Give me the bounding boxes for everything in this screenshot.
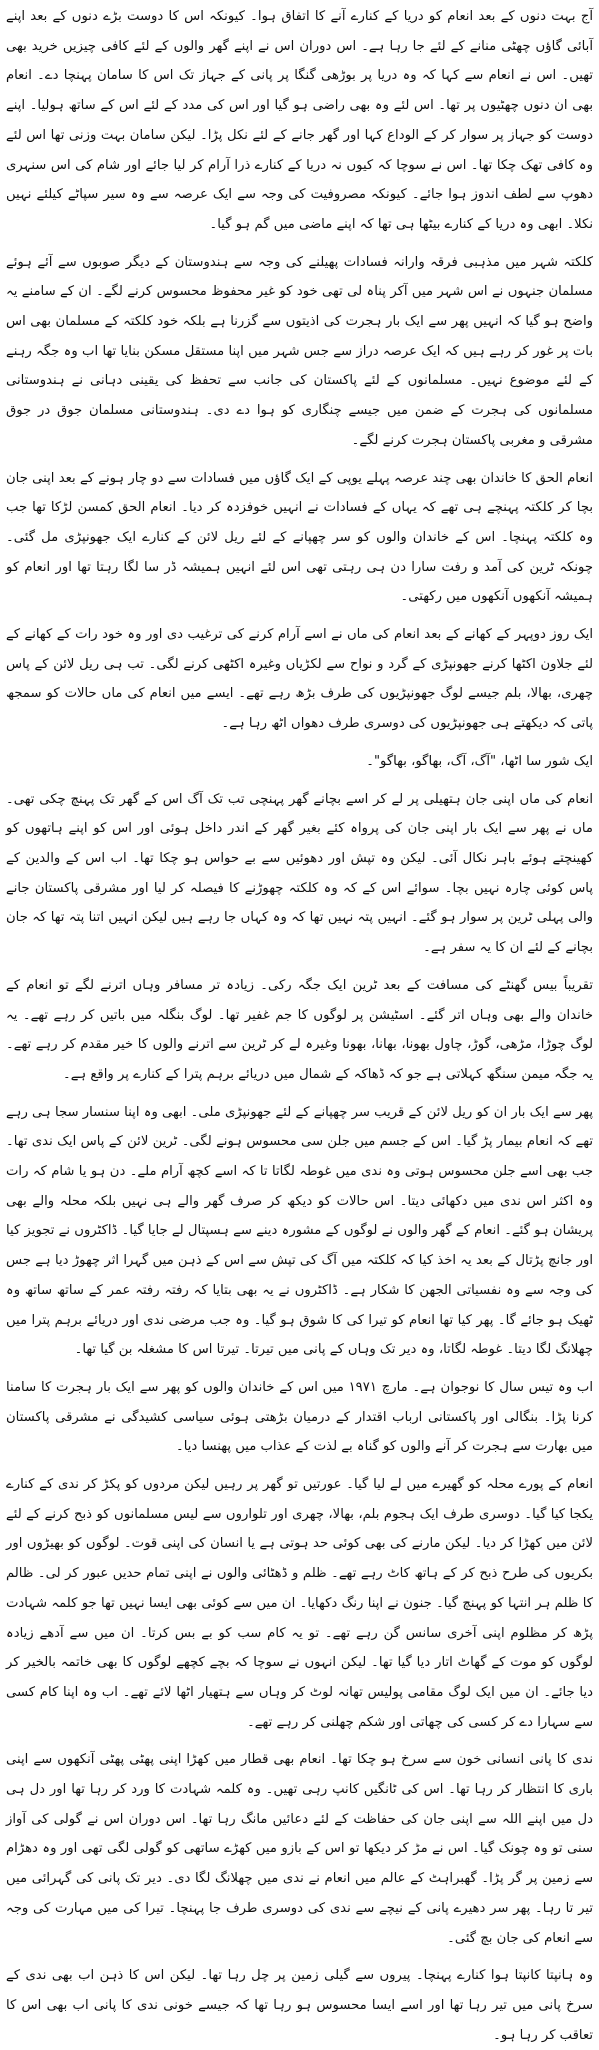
paragraph-2: کلکتہ شہر میں مذہبی فرقہ وارانہ فسادات پھیلنے کی وجہ سے ہندوستان کے دیگر صوبوں سے آئے ہوئے مسلمان جنہوں نے اس شہر میں آکر پناہ لی تھی خود کو غیر محفوظ محسوس کرنے لگے۔ ان کے سامنے یہ واضح ہو گیا کہ انہیں پھر سے ایک بار ہجرت کی اذیتوں سے گزرنا ہے بلکہ خود کلکتہ کے مسلمان بھی اس بات پر غور کر رہے ہیں کہ ایک عرصہ دراز سے جس شہر میں اپنا مستقل مسکن بنایا تھا اب وہ جگہ رہنے کے لئے موضوع نہیں۔ مسلمانوں کے لئے پاکستان کی جانب سے تحفظ کی یقینی دہانی نے ہندوستانی مسلمانوں کی ہجرت کے ضمن میں جیسے چنگاری کو ہوا دے دی۔ ہندوستانی مسلمان جوق در جوق مشرقی و مغربی پاکستان ہجرت کرنے لگے۔ [6, 254, 593, 448]
paragraph-1: آج بہت دنوں کے بعد انعام کو دریا کے کنارے آنے کا اتفاق ہوا۔ کیونکہ اس کا دوست بڑے دنوں کے بعد اپنے آبائی گاؤں چھٹی منانے کے لئے جا رہا ہے۔ اس دوران اس نے اپنے گھر والوں کے لئے کافی چیزیں خرید بھی تھیں۔ اس نے انعام سے کہا کہ وہ دریا پر بوڑھی گنگا پر پانی کے جہاز تک اس کا سامان پہنچا دے۔ انعام بھی ان دنوں چھٹیوں پر تھا۔ اس لئے وہ بھی راضی ہو گیا اور اس کی مدد کے لئے اس کے ساتھ ہولیا۔ اپنے دوست کو جہاز پر سوار کر کے الوداع کہا اور گھر جانے کے لئے نکل پڑا۔ لیکن سامان بہت وزنی تھا اس لئے وہ کافی تھک چکا تھا۔ اس نے سوچا کہ کیوں نہ دریا کے کنارے ذرا آرام کر لیا جائے اور شام کی اس سنہری دھوپ سے لطف اندوز ہوا جائے۔ کیونکہ مصروفیت کی وجہ سے ایک عرصہ سے وہ سیر سپاٹے کیلئے نہیں نکلا۔ ابھی وہ دریا کے کنارے بیٹھا ہی تھا کہ اپنے ماضی میں گم ہو گیا۔ [6, 9, 593, 232]
paragraph-6: انعام کی ماں اپنی جان ہتھیلی پر لے کر اسے بچانے گھر پہنچی تب تک آگ اس کے گھر تک پہنچ چکی تھی۔ ماں نے پھر سے ایک بار اپنی جان کی پرواہ کئے بغیر گھر کے اندر داخل ہوئی اور اس کو اپنے ہاتھوں کو کھینچتے ہوئے باہر نکال آئی۔ لیکن وہ تپش اور دھوئیں سے بے حواس ہو چکا تھا۔ اب اس کے والدین کے پاس کوئی چارہ نہیں بچا۔ سوائے اس کے کہ وہ کلکتہ چھوڑنے کا فیصلہ کر لیا اور مشرقی پاکستان جانے والی پہلی ٹرین پر سوار ہو گئے۔ انہیں پتہ نہیں تھا کہ وہ کہاں جا رہے ہیں لیکن انہیں اتنا پتہ تھا کہ جان بچانے کے لئے ان کا یہ سفر ہے۔ [6, 791, 593, 956]
paragraph-5: ایک شور سا اٹھا، "آگ، آگ، بھاگو، بھاگو"۔ [366, 753, 593, 769]
paragraph-11: ندی کا پانی انسانی خون سے سرخ ہو چکا تھا۔ انعام بھی قطار میں کھڑا اپنی پھٹی پھٹی آنکھوں سے اپنی باری کا انتظار کر رہا تھا۔ اس کی ٹانگیں کانپ رہی تھیں۔ وہ کلمہ شہادت کا ورد کر رہا تھا اور دل ہی دل میں اپنے اللہ سے اپنی جان کی حفاظت کے لئے دعائیں مانگ رہا تھا۔ اس دوران اس نے گولی کی آواز سنی تو وہ چونک گیا۔ اس نے مڑ کر دیکھا تو اس کے بازو میں کھڑے ساتھی کو گولی لگی تھی اور وہ دھڑام سے زمین پر گر پڑا۔ گھبراہٹ کے عالم میں انعام نے ندی میں چھلانگ لگا دی۔ دیر تک پانی کی گہرائی میں تیر تا رہا۔ پھر سر دھیرے پانی کے نیچے سے ندی کی دوسری طرف جا پہنچا۔ تیرا کی میں مہارت کی وجہ سے انعام کی جان بچ گئی۔ [6, 1752, 593, 1946]
paragraph-7: تقریباً بیس گھنٹے کی مسافت کے بعد ٹرین ایک جگہ رکی۔ زیادہ تر مسافر وہاں اترنے لگے تو انعام کے خاندان والے بھی وہاں اتر گئے۔ اسٹیشن پر لوگوں کا جم غفیر تھا۔ لوگ بنگلہ میں باتیں کر رہے تھے۔ یہ لوگ چوڑا، مڑھی، گوڑ، چاول بھونا، بھانا، بھونا وغیرہ لے کر ٹرین سے اترنے والوں کا خیر مقدم کر رہے تھے۔ یہ جگہ میمن سنگھ کہلاتی ہے جو کہ ڈھاکہ کے شمال میں دریائے برہم پترا کے کنارے پر واقع ہے۔ [6, 977, 593, 1082]
paragraph-10: انعام کے پورے محلہ کو گھیرے میں لے لیا گیا۔ عورتیں تو گھر پر رہیں لیکن مردوں کو پکڑ کر ندی کے کنارے یکجا کیا گیا۔ دوسری طرف ایک ہجوم بلم، بھالا، چھری اور تلواروں سے لیس مسلمانوں کو ذبح کرنے کے لئے لائن میں کھڑا کر دیا۔ لیکن مارنے کی بھی کوئی حد ہوتی ہے یا انسان کی اپنی قوت۔ لوگوں کو بھیڑوں اور بکریوں کی طرح ذبح کر کے ہاتھ کاٹ رہے تھے۔ ظلم و ڈھٹائی والوں نے اپنی تمام حدیں عبور کر لی۔ ظالم کا ظلم ہر انتہا کو پہنچ گیا۔ جنون نے اپنا رنگ دکھایا۔ ان میں سے کوئی بھی ایسا نہیں تھا جو کلمہ شہادت پڑھ کر مظلوم اپنی آخری سانس گن رہے تھے۔ تو یہ کام سب کو بے بس کرتا۔ ان میں سے آدھے زیادہ لوگوں کو موت کے گھاٹ اتار دیا گیا تھا۔ لیکن انہوں نے سوچا کہ بچے کچھے لوگوں کا بھی خاتمہ بالخیر کر دیا جائے۔ ان میں ایک لوگ مقامی پولیس تھانہ لوٹ کر وہاں سے ہتھیار اٹھا لائے تھے۔ اب وہ اپنا کام کسی سے سہارا دے کر کسی کی چھاتی اور شکم چھلنی کر رہے تھے۔ [6, 1477, 593, 1730]
paragraph-9: اب وہ تیس سال کا نوجوان ہے۔ مارچ ۱۹۷۱ میں اس کے خاندان والوں کو پھر سے ایک بار ہجرت کا سامنا کرنا پڑا۔ بنگالی اور پاکستانی ارباب اقتدار کے درمیان بڑھتی ہوئی سیاسی کشیدگی نے مشرقی پاکستان میں بھارت سے ہجرت کر آنے والوں کو گناہ بے لذت کے عذاب میں پھنسا دیا۔ [6, 1379, 594, 1455]
paragraph-3: انعام الحق کا خاندان بھی چند عرصہ پہلے یوپی کے ایک گاؤں میں فسادات سے دو چار ہونے کے بعد اپنی جان بچا کر کلکتہ پہنچے ہی تھے کہ یہاں کے فسادات نے انہیں خوفزدہ کر دیا۔ انعام الحق کمسن لڑکا تھا جب وہ کلکتہ پہنچا۔ اس کے خاندان والوں کو سر چھپانے کے لئے ریل لائن کے کنارے ایک جھونپڑی مل گئی۔ چونکہ ٹرین کی آمد و رفت سارا دن ہی رہتی تھی اس لئے انہیں ہمیشہ ڈر سا لگا رہتا تھا اور انعام کو ہمیشہ آنکھوں آنکھوں میں رکھتی۔ [6, 470, 593, 605]
paragraph-8: پھر سے ایک بار ان کو ریل لائن کے قریب سر چھپانے کے لئے جھونپڑی ملی۔ ابھی وہ اپنا سنسار سجا ہی رہے تھے کہ انعام بیمار پڑ گیا۔ اس کے جسم میں جلن سی محسوس ہونے لگی۔ ٹرین لائن کے پاس ایک ندی تھا۔ جب بھی اسے جلن محسوس ہوتی وہ ندی میں غوطہ لگاتا تا کہ اسے کچھ آرام ملے۔ دن ہو یا شام کہ رات وہ اکثر اس ندی میں دکھائی دیتا۔ اس حالات کو دیکھ کر صرف گھر والے ہی نہیں بلکہ محلہ والے بھی پریشان ہو گئے۔ انعام کے گھر والوں نے لوگوں کے مشورہ دینے سے ہسپتال لے جایا گیا۔ ڈاکٹروں نے تجویز کیا اور جانچ پڑتال کے بعد یہ اخذ کیا کہ کلکتہ میں آگ کی تپش سے اس کے ذہن میں گہرا اثر چھوڑ دیا ہے جس کی وجہ سے وہ نفسیاتی الجھن کا شکار ہے۔ ڈاکٹروں نے یہ بھی بتایا کہ رفتہ رفتہ عمر کے ساتھ ساتھ وہ ٹھیک ہو جائے گا۔ پھر کیا تھا انعام کو تیرا کی کا شوق ہو گیا۔ وہ جب مرضی ندی اور دریائے برہم پترا میں چھلانگ لگا دیتا۔ غوطہ لگاتا، وہ دیر تک وہاں کے پانی میں تیرتا۔ تیرتا اس کا مشغلہ بن گیا تھا۔ [6, 1104, 593, 1358]
paragraph-12: وہ ہانپتا کانپتا ہوا کنارے پہنچا۔ پیروں سے گیلی زمین پر چل رہا تھا۔ لیکن اس کا ذہن اب بھی ندی کے سرخ پانی میں تیر رہا تھا اور اسے ایسا محسوس ہو رہا تھا کہ جیسے خونی ندی کا پانی اب بھی اس کا تعاقب کر رہا ہو۔ [6, 1968, 593, 2043]
paragraph-4: ایک روز دوپہر کے کھانے کے بعد انعام کی ماں نے اسے آرام کرنے کی ترغیب دی اور وہ خود رات کے کھانے کے لئے جلاون اکٹھا کرنے جھونپڑی کے گرد و نواح سے لکڑیاں وغیرہ اکٹھی کرنے لگی۔ تب ہی ریل لائن کے پاس چھری، بھالا، بلم جیسے لوگ جھونپڑیوں کی طرف بڑھ رہے تھے۔ ایسے میں انعام کی ماں حالات کو سمجھ پاتی کہ دیکھتے ہی جھونپڑیوں کی دوسری طرف دھواں اٹھ رہا ہے۔ [6, 627, 593, 732]
